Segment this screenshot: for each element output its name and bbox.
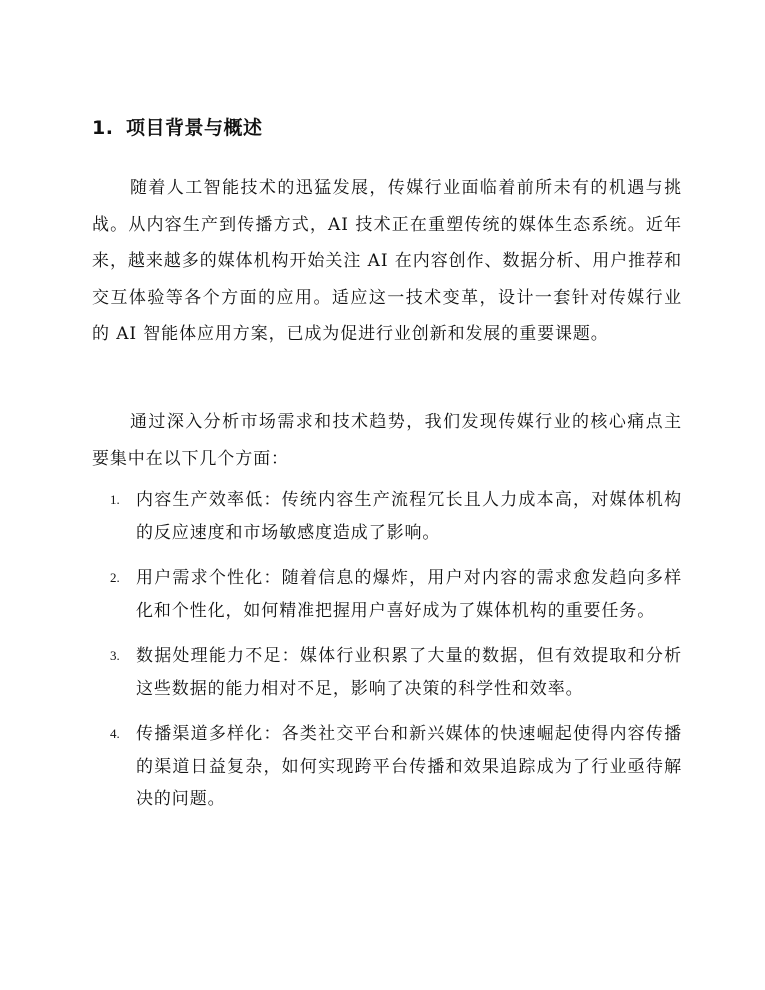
pain-points-list — [110, 484, 682, 829]
section-heading — [92, 114, 263, 142]
list-item — [110, 562, 682, 627]
list-marker: 1. — [110, 492, 120, 507]
list-item-text: 传播渠道多样化：各类社交平台和新兴媒体的快速崛起使得内容传播的渠道日益复杂，如何实现跨平台传播和效果追踪成为了行业亟待解决的问题。 — [136, 724, 682, 809]
list-marker: 3. — [110, 648, 120, 663]
body-paragraph-background: 随着人工智能技术的迅猛发展，传媒行业面临着前所未有的机遇与挑战。从内容生产到传播方式，AI 技术正在重塑传统的媒体生态系统。近年来，越来越多的媒体机构开始关注 AI 在内容创作、数据分析、用户推荐和交互体验等各个方面的应用。适应这一技术变革，设计一套针对传媒行业的 AI 智能体应用方案，已成为促进行业创新和发展的重要课题。 — [92, 178, 682, 344]
list-marker: 2. — [110, 570, 120, 585]
list-marker: 4. — [110, 726, 120, 741]
list-item — [110, 484, 682, 549]
list-item-text: 内容生产效率低：传统内容生产流程冗长且人力成本高，对媒体机构的反应速度和市场敏感度造成了影响。 — [136, 490, 682, 543]
list-item-text: 数据处理能力不足：媒体行业积累了大量的数据，但有效提取和分析这些数据的能力相对不足，影响了决策的科学性和效率。 — [136, 646, 682, 699]
body-paragraph-pain-points-intro: 通过深入分析市场需求和技术趋势，我们发现传媒行业的核心痛点主要集中在以下几个方面： — [92, 412, 682, 469]
list-item — [110, 718, 682, 816]
section-number: 1. — [92, 117, 114, 139]
list-item — [110, 640, 682, 705]
section-title: 项目背景与概述 — [126, 117, 263, 139]
list-item-text: 用户需求个性化：随着信息的爆炸，用户对内容的需求愈发趋向多样化和个性化，如何精准把握用户喜好成为了媒体机构的重要任务。 — [136, 568, 682, 621]
